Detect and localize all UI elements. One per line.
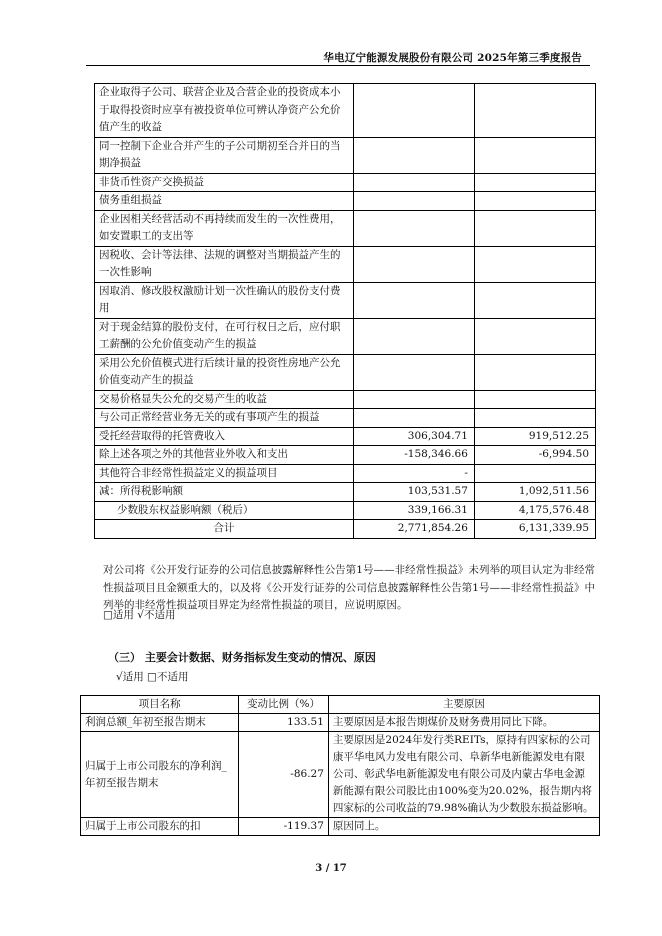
ytd-cell [474, 354, 595, 390]
total-label: 合计 [95, 520, 354, 539]
non-recurring-items-table [94, 83, 596, 539]
current-cell [353, 282, 474, 318]
item-cell: 因取消、修改股权激励计划一次性确认的股份支付费用 [95, 282, 354, 318]
current-cell: 339,166.31 [353, 501, 474, 520]
item-name-cell: 归属于上市公司股东的扣 [81, 818, 239, 836]
ytd-cell [474, 282, 595, 318]
current-cell: 306,304.71 [353, 427, 474, 446]
page-number: 3 / 17 [315, 863, 347, 874]
current-cell [353, 210, 474, 246]
reason-cell: 主要原因是本报告期煤价及财务费用同比下降。 [328, 714, 599, 732]
item-cell: 非货币性资产交换损益 [95, 173, 354, 192]
item-cell: 与公司正常经营业务无关的或有事项产生的损益 [95, 409, 354, 428]
section-title: （三） 主要会计数据、财务指标发生变动的情况、原因 [108, 651, 376, 664]
table-row [95, 427, 596, 446]
reason-cell: 主要原因是2024年发行类REITs，原持有四家标的公司康平华电风力发电有限公司、阜新华电新能源发电有限公司、彰武华电新能源发电有限公司及内蒙古华电金源新能源有限公司股比由100%变为20.02%，报告期内将四家标的公司收益的79.98%确认为少数股东损益影响。 [328, 732, 599, 818]
item-name-cell: 利润总额_年初至报告期末 [81, 714, 239, 732]
ytd-cell [474, 192, 595, 211]
table-row [95, 354, 596, 390]
table-row [95, 501, 596, 520]
item-cell: 减：所得税影响额 [95, 483, 354, 502]
ytd-cell [474, 464, 595, 483]
ytd-cell [474, 409, 595, 428]
current-cell [353, 192, 474, 211]
ytd-cell: 1,092,511.56 [474, 483, 595, 502]
item-cell: 因税收、会计等法律、法规的调整对当期损益产生的一次性影响 [95, 246, 354, 282]
item-cell: 少数股东权益影响额（税后） [95, 501, 354, 520]
item-cell: 企业取得子公司、联营企业及合营企业的投资成本小于取得投资时应享有被投资单位可辨认净资产公允价值产生的收益 [95, 84, 354, 138]
item-cell: 对于现金结算的股份支付，在可行权日之后，应付职工薪酬的公允价值变动产生的损益 [95, 318, 354, 354]
table-row [95, 192, 596, 211]
column-header-reason: 主要原因 [328, 696, 599, 714]
table-row [95, 446, 596, 465]
table-row [95, 137, 596, 173]
ytd-cell: 4,175,576.48 [474, 501, 595, 520]
current-cell [353, 354, 474, 390]
ytd-cell [474, 173, 595, 192]
table-row [81, 732, 600, 818]
current-cell: 103,531.57 [353, 483, 474, 502]
current-cell [353, 409, 474, 428]
ytd-cell: -6,994.50 [474, 446, 595, 465]
changes-table [80, 695, 600, 836]
current-cell [353, 318, 474, 354]
table-row [81, 818, 600, 836]
header-row [81, 696, 600, 714]
current-cell: -158,346.66 [353, 446, 474, 465]
current-cell [353, 84, 474, 138]
table-row [95, 483, 596, 502]
ratio-cell: -86.27 [239, 732, 329, 818]
ytd-cell [474, 318, 595, 354]
section-applicability-options: √适用 □不适用 [116, 671, 189, 683]
item-cell: 企业因相关经营活动不再持续而发生的一次性费用，如安置职工的支出等 [95, 210, 354, 246]
table-row [95, 210, 596, 246]
reason-cell: 原因同上。 [328, 818, 599, 836]
ytd-cell [474, 210, 595, 246]
current-cell: - [353, 464, 474, 483]
table-row [95, 84, 596, 138]
table-row [95, 464, 596, 483]
ytd-cell [474, 137, 595, 173]
total-current: 2,771,854.26 [353, 520, 474, 539]
ytd-cell [474, 390, 595, 409]
current-cell [353, 390, 474, 409]
item-cell: 除上述各项之外的其他营业外收入和支出 [95, 446, 354, 465]
item-cell: 采用公允价值模式进行后续计量的投资性房地产公允价值变动产生的损益 [95, 354, 354, 390]
table-row [95, 390, 596, 409]
table-row [95, 282, 596, 318]
ytd-cell [474, 246, 595, 282]
item-cell: 债务重组损益 [95, 192, 354, 211]
ratio-cell: -119.37 [239, 818, 329, 836]
current-cell [353, 173, 474, 192]
item-cell: 受托经营取得的托管费收入 [95, 427, 354, 446]
item-cell: 其他符合非经常性损益定义的损益项目 [95, 464, 354, 483]
total-ytd: 6,131,339.95 [474, 520, 595, 539]
disclosure-paragraph: 对公司将《公开发行证券的公司信息披露解释性公告第1号——非经常性损益》未列举的项目认定为非经常性损益项目且金额重大的，以及将《公开发行证券的公司信息披露解释性公告第1号——非经常性损益》中列举的非经常性损益项目界定为经常性损益的项目，应说明原因。 [103, 564, 595, 611]
current-cell [353, 137, 474, 173]
table-row [95, 318, 596, 354]
item-cell: 同一控制下企业合并产生的子公司期初至合并日的当期净损益 [95, 137, 354, 173]
table-row [95, 409, 596, 428]
table-row [95, 173, 596, 192]
current-cell [353, 246, 474, 282]
table-row [95, 246, 596, 282]
item-cell: 交易价格显失公允的交易产生的收益 [95, 390, 354, 409]
column-header-item: 项目名称 [81, 696, 239, 714]
item-name-cell: 归属于上市公司股东的净利润_年初至报告期末 [81, 732, 239, 818]
ytd-cell [474, 84, 595, 138]
column-header-ratio: 变动比例（%） [239, 696, 329, 714]
ratio-cell: 133.51 [239, 714, 329, 732]
ytd-cell: 919,512.25 [474, 427, 595, 446]
applicability-options: □适用 √不适用 [103, 609, 176, 621]
report-header: 华电辽宁能源发展股份有限公司 2025年第三季度报告 [323, 52, 582, 64]
table-row [81, 714, 600, 732]
total-row [95, 520, 596, 539]
header-divider [86, 65, 590, 66]
